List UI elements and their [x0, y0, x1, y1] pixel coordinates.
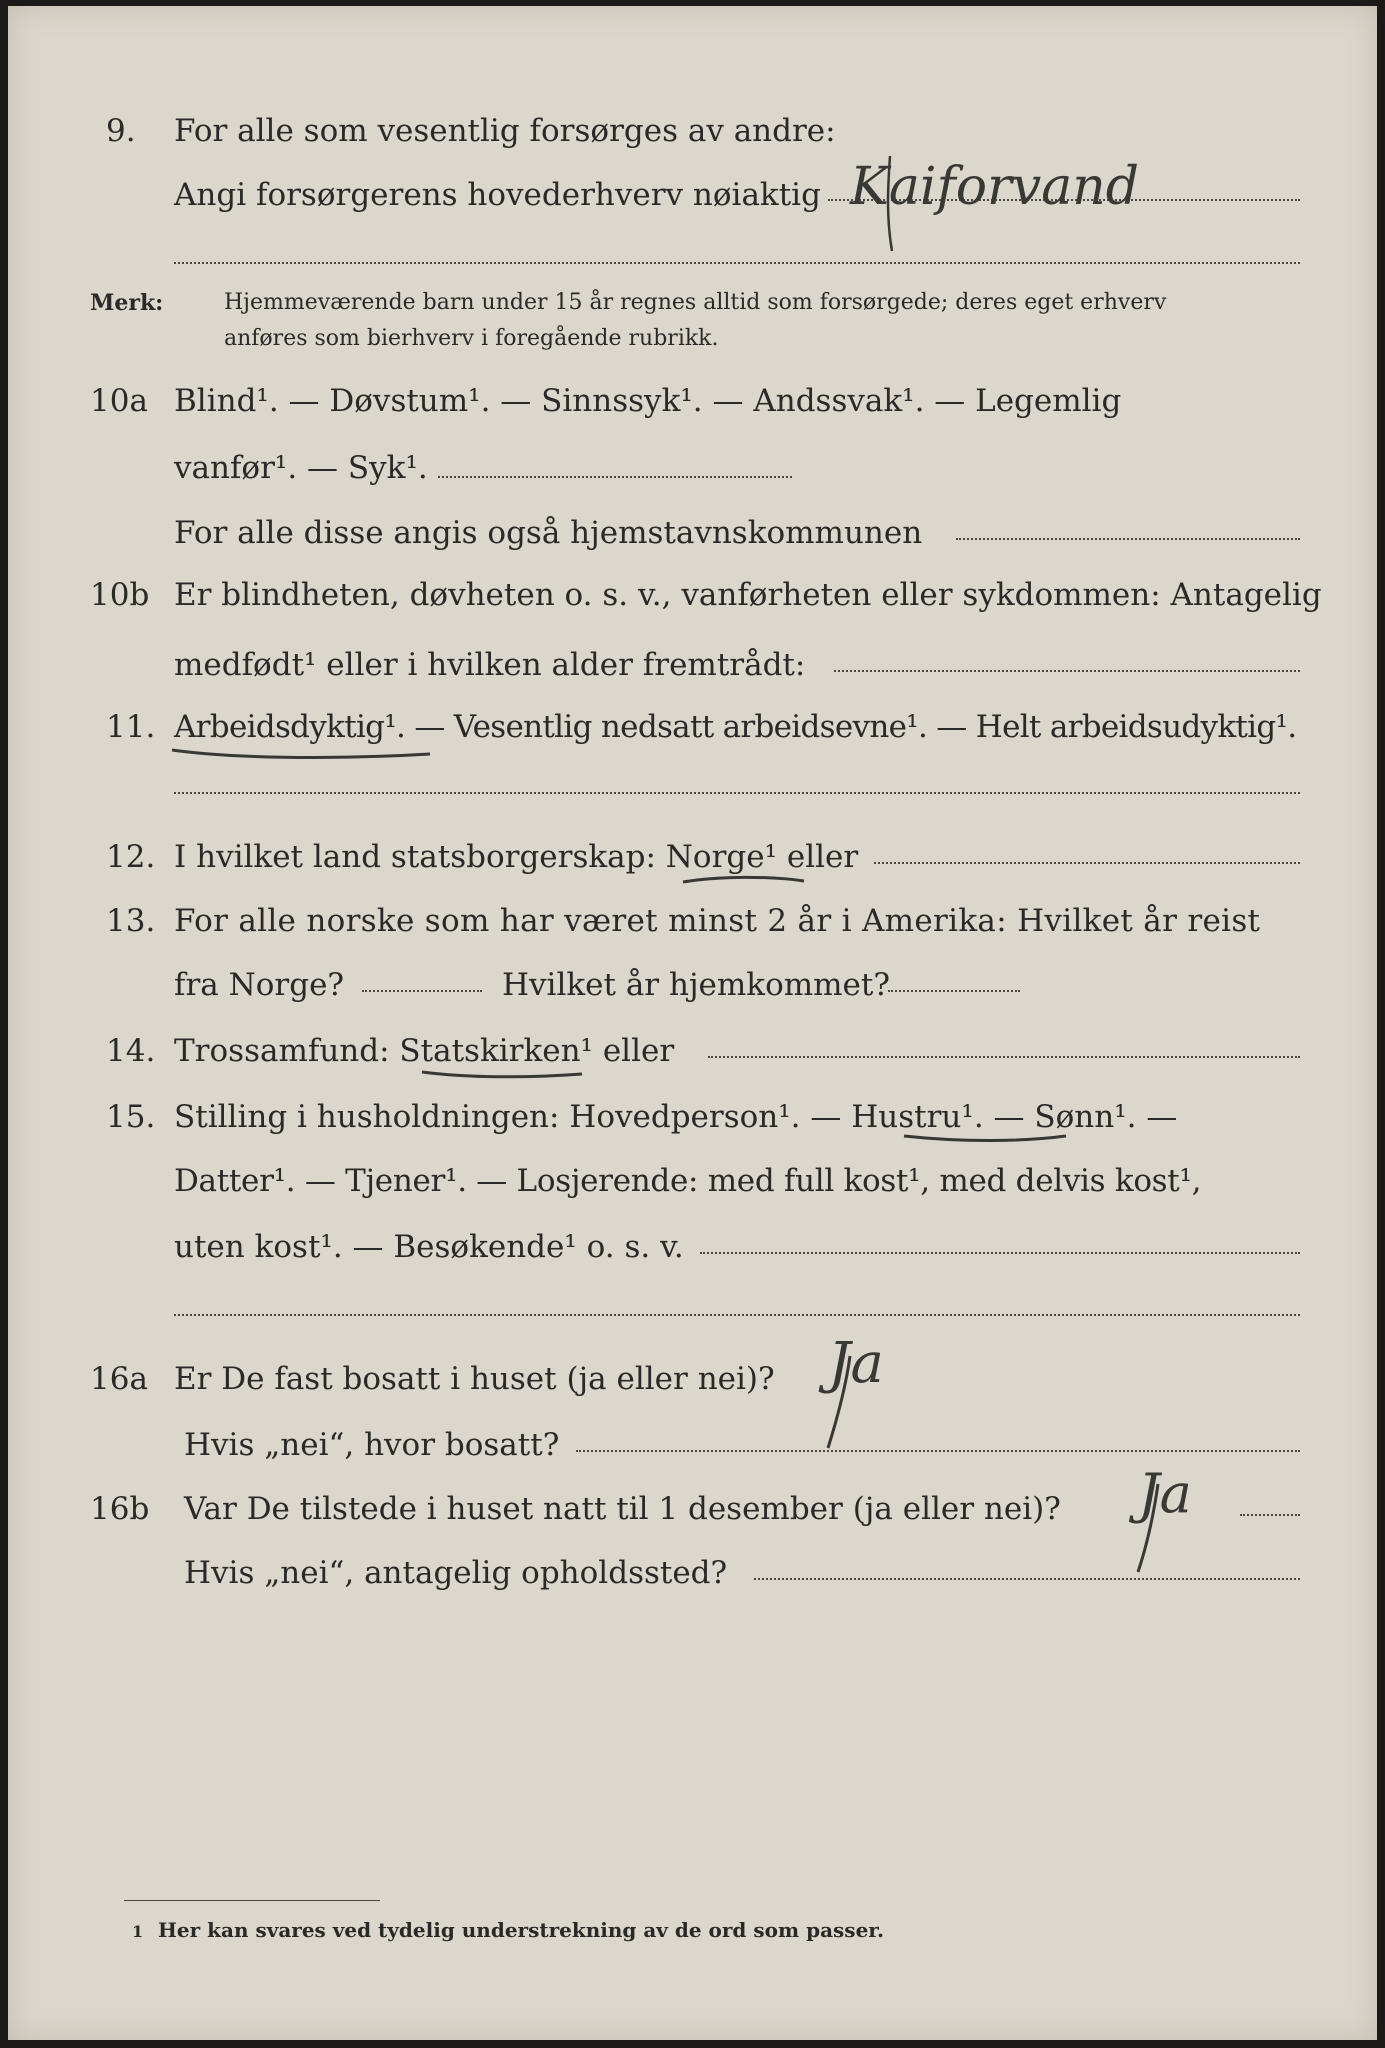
item-number-10b: 10b — [90, 577, 150, 613]
q16a-line2: Hvis „nei“, hvor bosatt? — [184, 1427, 560, 1463]
item-number-13: 13. — [106, 903, 156, 939]
item-number-15: 15. — [106, 1099, 156, 1135]
item-number-11: 11. — [106, 709, 156, 745]
q12-answer-line — [874, 862, 1300, 864]
q13-hjemkommet-line — [888, 990, 1020, 992]
item-number-10a: 10a — [90, 383, 148, 419]
q10b-line1: Er blindheten, døvheten o. s. v., vanførheten eller sykdommen: Antagelig — [174, 577, 1322, 613]
merk-label: Merk: — [90, 290, 164, 316]
footnote-text: Her kan svares ved tydelig understrekning av de ord som passer. — [158, 1918, 884, 1942]
svg-text:Ja: Ja — [1138, 1462, 1192, 1525]
q10b-answer-line — [834, 670, 1300, 672]
q10a-line2: vanfør¹. — Syk¹. — [174, 450, 428, 486]
q15-line1: Stilling i husholdningen: Hovedperson¹. — Hustru¹. — Sønn¹. — — [174, 1099, 1178, 1135]
q11-underline-arbeidsdyktig — [168, 742, 438, 762]
q16b-line2: Hvis „nei“, antagelig opholdssted? — [184, 1555, 728, 1591]
q9-blank-line — [174, 262, 1300, 264]
q16b-answer-line — [1240, 1514, 1300, 1516]
q16a-handwritten-answer — [798, 1316, 968, 1456]
q14-underline-statskirken — [418, 1066, 588, 1084]
footnote-mark: 1 — [132, 1922, 144, 1941]
item-number-14: 14. — [106, 1033, 156, 1069]
q11-line1: Arbeidsdyktig¹. — Vesentlig nedsatt arbeidsevne¹. — Helt arbeidsudyktig¹. — [174, 709, 1297, 745]
census-form-page — [8, 6, 1377, 2040]
item-number-12: 12. — [106, 839, 156, 875]
q16b-opholdssted-line — [754, 1578, 1300, 1580]
q13-line2a: fra Norge? — [174, 967, 345, 1003]
q11-blank-line — [174, 792, 1300, 794]
q13-reist-line — [362, 990, 482, 992]
q10a-line3: For alle disse angis også hjemstavnskommunen — [174, 515, 923, 551]
q15-answer-line — [700, 1252, 1300, 1254]
q10a-line1: Blind¹. — Døvstum¹. — Sinnssyk¹. — Andssvak¹. — Legemlig — [174, 383, 1122, 419]
merk-line2: anføres som bierhverv i foregående rubrikk. — [224, 326, 719, 351]
q13-line1: For alle norske som har været minst 2 år i Amerika: Hvilket år reist — [174, 903, 1261, 939]
q13-line2b: Hvilket år hjemkommet? — [502, 967, 890, 1003]
q10a-kommune-line — [956, 538, 1300, 540]
q9-line2: Angi forsørgerens hovederhverv nøiaktig — [174, 177, 821, 213]
q12-line1: I hvilket land statsborgerskap: Norge¹ eller — [174, 839, 859, 875]
q15-line2: Datter¹. — Tjener¹. — Losjerende: med full kost¹, med delvis kost¹, — [174, 1163, 1202, 1199]
q10b-line2: medfødt¹ eller i hvilken alder fremtrådt: — [174, 647, 806, 683]
q12-underline-norge — [680, 872, 810, 890]
q9-line1: For alle som vesentlig forsørges av andre: — [174, 113, 836, 149]
item-number-9: 9. — [106, 113, 136, 149]
item-number-16b: 16b — [90, 1491, 150, 1527]
item-number-16a: 16a — [90, 1361, 148, 1397]
svg-text:Kaiforvand: Kaiforvand — [850, 157, 1140, 217]
q15-underline-hustru — [900, 1128, 1072, 1148]
footnote-rule — [124, 1900, 380, 1901]
q16a-line1: Er De fast bosatt i huset (ja eller nei)? — [174, 1361, 775, 1397]
q15-line3: uten kost¹. — Besøkende¹ o. s. v. — [174, 1229, 684, 1265]
merk-line1: Hjemmeværende barn under 15 år regnes alltid som forsørgede; deres eget erhverv — [224, 290, 1167, 315]
q14-line1: Trossamfund: Statskirken¹ eller — [174, 1033, 675, 1069]
q16b-line1: Var De tilstede i huset natt til 1 desember (ja eller nei)? — [184, 1491, 1061, 1527]
q14-answer-line — [708, 1056, 1300, 1058]
q15-blank-line — [174, 1314, 1300, 1316]
svg-text:Ja: Ja — [828, 1331, 884, 1396]
q9-handwritten-answer — [830, 126, 1230, 256]
q10a-syk-line — [438, 476, 792, 478]
